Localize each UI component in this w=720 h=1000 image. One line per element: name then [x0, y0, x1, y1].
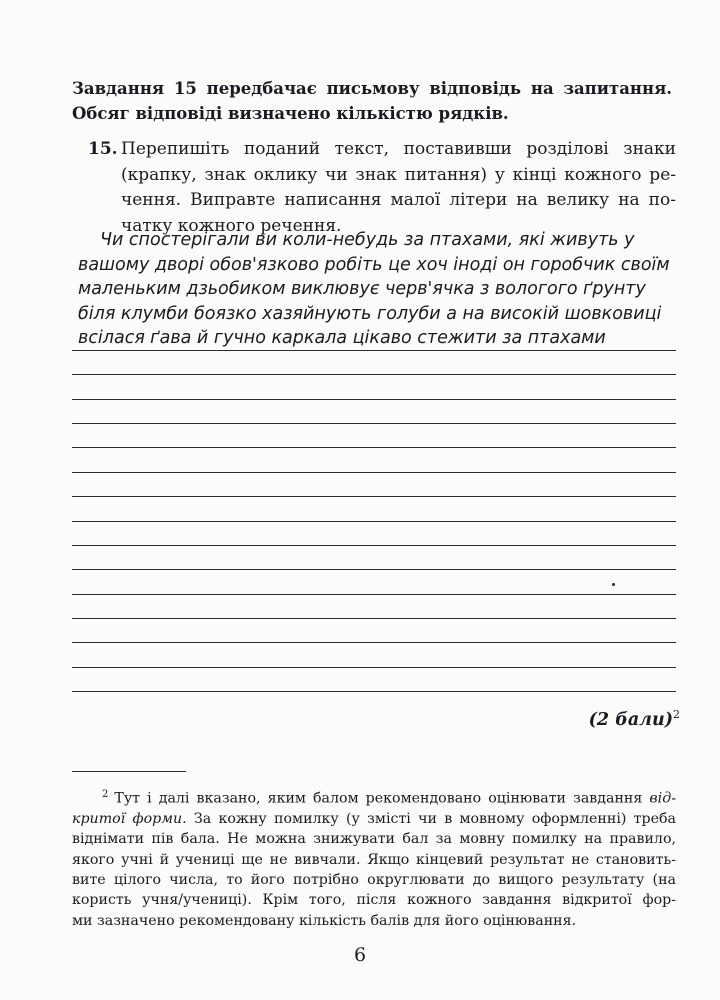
- footnote-divider: [72, 771, 186, 772]
- task-line: (крапку, знак оклику чи знак питання) у кінці кожного ре-: [121, 164, 676, 185]
- footnote-text: . За кожну помилку (у змісті чи в мовному оформленні) треба: [182, 811, 676, 828]
- stray-mark: [612, 583, 615, 586]
- score-label: [589, 708, 680, 730]
- footnote-marker: 2: [102, 789, 109, 800]
- answer-line[interactable]: [72, 618, 676, 619]
- footnote-line: [72, 809, 676, 829]
- source-text-line: всілася ґава й гучно каркала цікаво стежити за птахами: [78, 328, 606, 348]
- source-text: [78, 228, 680, 351]
- instructions-header: [72, 76, 672, 126]
- task-line: чення. Виправте написання малої літери на велику на по-: [121, 190, 676, 210]
- source-text-line: маленьким дзьобиком виклювує черв'ячка з вологого ґрунту: [78, 279, 646, 299]
- footnote-line: якого учні й учениці ще не вивчали. Якщо кінцевий результат не становить-: [72, 851, 676, 868]
- instructions-line: Обсяг відповіді визначено кількістю рядків.: [72, 104, 509, 123]
- answer-line[interactable]: [72, 447, 676, 448]
- answer-line[interactable]: [72, 545, 676, 546]
- source-text-line: Чи спостерігали ви коли-небудь за птахами, які живуть у: [100, 230, 635, 250]
- task-line: Перепишіть поданий текст, поставивши розділові знаки: [121, 139, 676, 159]
- footnote-line: [72, 785, 676, 809]
- answer-line[interactable]: [72, 521, 676, 522]
- footnote-text: Тут і далі вказано, яким балом рекомендовано оцінювати завдання: [114, 790, 650, 807]
- answer-line[interactable]: [72, 691, 676, 692]
- footnote-emphasis: критої форми: [72, 811, 183, 828]
- answer-line[interactable]: [72, 472, 676, 473]
- task-number: 15.: [88, 139, 118, 159]
- footnote-line: віднімати пів бала. Не можна знижувати бал за мовну помилку на правило,: [72, 831, 676, 848]
- answer-line[interactable]: [72, 642, 676, 643]
- score-text: (2 бали): [588, 709, 673, 730]
- answer-line[interactable]: [72, 667, 676, 668]
- answer-line[interactable]: [72, 350, 676, 351]
- task-15: [72, 137, 676, 239]
- source-text-line: вашому дворі обов'язково робіть це хоч іноді он горобчик своїм: [78, 254, 670, 275]
- answer-line[interactable]: [72, 496, 676, 497]
- answer-line[interactable]: [72, 594, 676, 595]
- footnote: [72, 785, 676, 931]
- footnote-line: вите цілого числа, то його потрібно округлювати до вищого результату (на: [72, 871, 676, 888]
- answer-line[interactable]: [72, 399, 676, 400]
- footnote-emphasis: від-: [649, 790, 676, 807]
- answer-line[interactable]: [72, 569, 676, 570]
- footnote-line: ми зазначено рекомендовану кількість балів для його оцінювання.: [72, 912, 577, 929]
- footnote-line: користь учня/учениці). Крім того, після кожного завдання відкритої фор-: [72, 892, 676, 909]
- score-footnote-ref: 2: [673, 708, 680, 721]
- task-line: чатку кожного речення.: [121, 215, 342, 236]
- source-text-line: біля клумби боязко хазяйнують голуби а на високій шовковиці: [78, 303, 662, 324]
- task-instructions: [121, 137, 676, 239]
- page-number: 6: [353, 944, 367, 966]
- answer-line[interactable]: [72, 374, 676, 375]
- instructions-line: Завдання 15 передбачає письмову відповідь на запитання.: [72, 79, 672, 98]
- answer-line[interactable]: [72, 423, 676, 424]
